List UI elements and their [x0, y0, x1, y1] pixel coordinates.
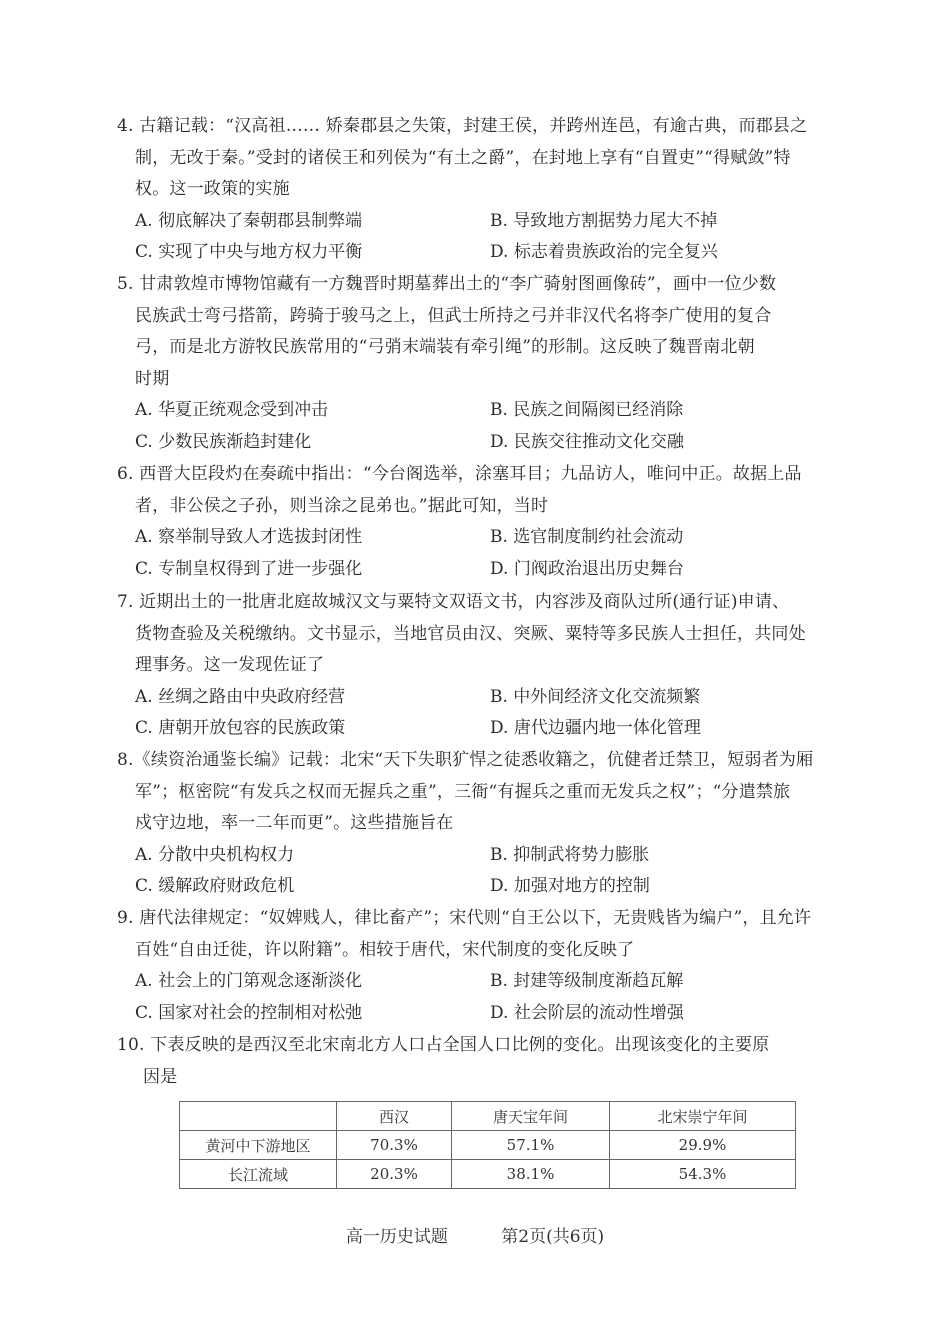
question-text: 理事务。这一发现佐证了 — [135, 655, 325, 676]
option-a: A. 丝绸之路由中央政府经营 — [135, 686, 346, 707]
option-d: D. 社会阶层的流动性增强 — [490, 1002, 684, 1023]
table-cell: 57.1% — [452, 1131, 610, 1160]
option-a: A. 彻底解决了秦朝郡县制弊端 — [135, 210, 363, 231]
question-text: 军”；枢密院“有发兵之权而无握兵之重”，三衙“有握兵之重而无发兵之权”；“分遣禁旅 — [135, 781, 791, 802]
option-a: A. 社会上的门第观念逐渐淡化 — [135, 971, 363, 992]
options-row — [117, 713, 837, 745]
option-c: C. 实现了中央与地方权力平衡 — [135, 242, 363, 263]
options-row — [117, 998, 837, 1030]
options-row — [117, 682, 837, 714]
options-row — [117, 206, 837, 238]
option-b: B. 民族之间隔阂已经消除 — [490, 400, 684, 421]
options-row — [117, 237, 837, 269]
option-d: D. 加强对地方的控制 — [490, 876, 650, 897]
options-row — [117, 554, 837, 586]
option-c: C. 专制皇权得到了进一步强化 — [135, 558, 363, 579]
question-text: 8.《续资治通鉴长编》记载：北宋“天下失职犷悍之徒悉收籍之，伉健者迁禁卫，短弱者为厢 — [117, 750, 814, 770]
option-b: B. 抑制武将势力膨胀 — [490, 844, 650, 865]
question-text: 10. 下表反映的是西汉至北宋南北方人口占全国人口比例的变化。出现该变化的主要原 — [117, 1035, 770, 1055]
page-number: 第2页(共6页) — [501, 1227, 605, 1247]
option-a: A. 华夏正统观念受到冲击 — [135, 400, 329, 421]
options-row — [117, 966, 837, 998]
table-cell: 70.3% — [337, 1131, 452, 1160]
table-row — [180, 1160, 796, 1189]
question-text: 民族武士弯弓搭箭，跨骑于骏马之上，但武士所持之弓并非汉代名将李广使用的复合 — [135, 305, 772, 326]
question-10 — [117, 1030, 837, 1093]
table-cell: 长江流域 — [180, 1160, 337, 1189]
question-4 — [117, 111, 837, 269]
options-row — [117, 871, 837, 903]
option-b: B. 封建等级制度渐趋瓦解 — [490, 971, 684, 992]
population-table — [179, 1101, 796, 1189]
options-row — [117, 395, 837, 427]
option-d: D. 民族交往推动文化交融 — [490, 431, 684, 452]
option-c: C. 唐朝开放包容的民族政策 — [135, 718, 346, 739]
question-text: 戍守边地，率一二年而更”。这些措施旨在 — [135, 813, 454, 834]
question-text: 百姓“自由迁徙，许以附籍”。相较于唐代，宋代制度的变化反映了 — [135, 939, 635, 960]
question-5 — [117, 269, 837, 459]
question-text: 因是 — [143, 1066, 178, 1087]
table-header-cell: 西汉 — [337, 1102, 452, 1131]
page-footer — [0, 1222, 950, 1247]
option-a: A. 察举制导致人才选拔封闭性 — [135, 527, 363, 548]
table-row — [180, 1131, 796, 1160]
option-c: C. 少数民族渐趋封建化 — [135, 431, 312, 452]
exam-title: 高一历史试题 — [345, 1227, 448, 1247]
question-text: 时期 — [135, 368, 170, 389]
question-8 — [117, 745, 837, 903]
table-cell: 38.1% — [452, 1160, 610, 1189]
question-9 — [117, 903, 837, 1029]
options-row — [117, 522, 837, 554]
question-text: 者，非公侯之子孙，则当涂之昆弟也。”据此可知，当时 — [135, 495, 549, 516]
option-a: A. 分散中央机构权力 — [135, 844, 295, 865]
option-b: B. 选官制度制约社会流动 — [490, 527, 684, 548]
options-row — [117, 427, 837, 459]
table-header-cell — [180, 1102, 337, 1131]
options-row — [117, 840, 837, 872]
question-6 — [117, 459, 837, 585]
option-c: C. 国家对社会的控制相对松弛 — [135, 1002, 363, 1023]
option-d: D. 唐代边疆内地一体化管理 — [490, 718, 701, 739]
table-cell: 54.3% — [610, 1160, 796, 1189]
option-b: B. 导致地方割据势力尾大不掉 — [490, 210, 718, 231]
table-header-row — [180, 1102, 796, 1131]
table-cell: 20.3% — [337, 1160, 452, 1189]
question-text: 6. 西晋大臣段灼在奏疏中指出：“今台阁选举，涂塞耳目；九品访人，唯问中正。故据上品 — [117, 464, 802, 484]
option-d: D. 标志着贵族政治的完全复兴 — [490, 242, 718, 263]
question-text: 7. 近期出土的一批唐北庭故城汉文与粟特文双语文书，内容涉及商队过所(通行证)申请、 — [117, 592, 790, 612]
option-c: C. 缓解政府财政危机 — [135, 876, 295, 897]
table-cell: 29.9% — [610, 1131, 796, 1160]
question-text: 5. 甘肃敦煌市博物馆藏有一方魏晋时期墓葬出土的“李广骑射图画像砖”，画中一位少数 — [117, 274, 777, 294]
question-text: 4. 古籍记载：“汉高祖…… 矫秦郡县之失策，封建王侯，并跨州连邑，有逾古典，而郡县之 — [117, 116, 808, 136]
table-cell: 黄河中下游地区 — [180, 1131, 337, 1160]
question-text: 弓，而是北方游牧民族常用的“弓弰末端装有牵引绳”的形制。这反映了魏晋南北朝 — [135, 337, 755, 358]
option-d: D. 门阀政治退出历史舞台 — [490, 558, 684, 579]
question-7 — [117, 587, 837, 745]
question-text: 制，无改于秦。”受封的诸侯王和列侯为“有土之爵”，在封地上享有“自置吏”“得赋敛”特 — [135, 147, 791, 168]
question-text: 权。这一政策的实施 — [135, 179, 290, 200]
question-text: 9. 唐代法律规定：“奴婢贱人，律比畜产”；宋代则“自王公以下，无贵贱皆为编户”，且允许 — [117, 908, 812, 928]
option-b: B. 中外间经济文化交流频繁 — [490, 686, 701, 707]
table-header-cell: 唐天宝年间 — [452, 1102, 610, 1131]
table-header-cell: 北宋崇宁年间 — [610, 1102, 796, 1131]
question-text: 货物查验及关税缴纳。文书显示，当地官员由汉、突厥、粟特等多民族人士担任，共同处 — [135, 623, 806, 644]
